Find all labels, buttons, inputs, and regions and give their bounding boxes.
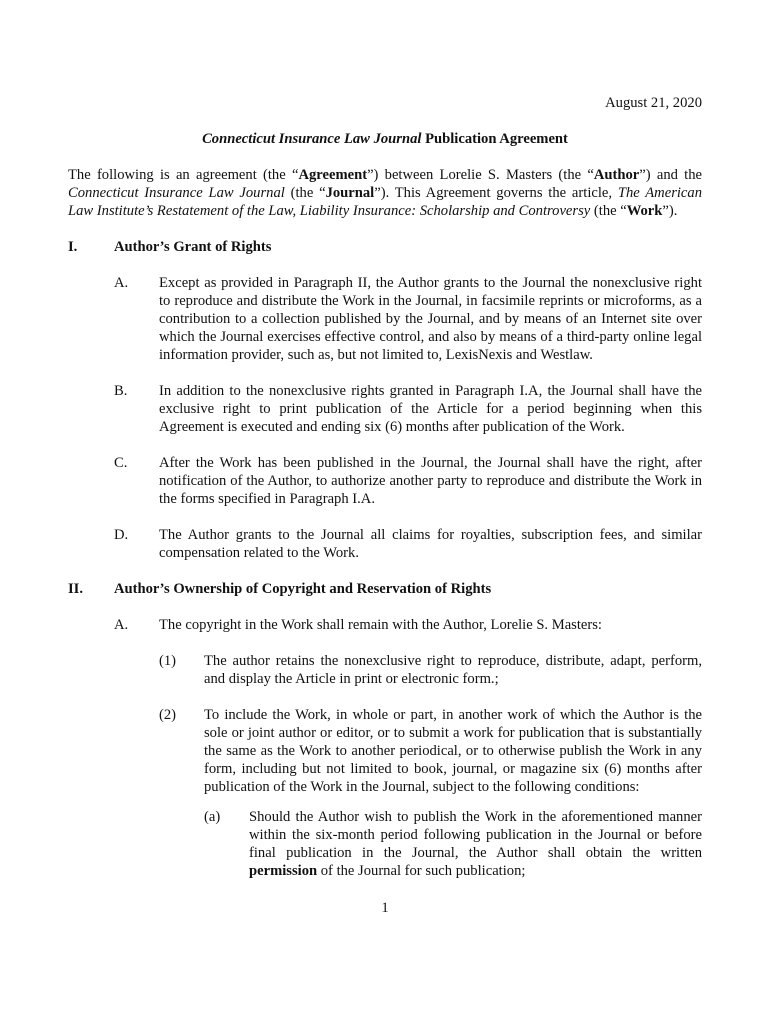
intro-text-2: ”) between Lorelie S. Masters (the “	[367, 167, 594, 183]
section-2-title: Author’s Ownership of Copyright and Reservation of Rights	[114, 581, 492, 597]
intro-text-6: (the “	[590, 203, 627, 219]
intro-text-7: ”).	[662, 203, 678, 219]
subsub-permission-term: permission	[249, 863, 318, 879]
item-label: C.	[114, 455, 128, 471]
intro-work-term: Work	[626, 203, 663, 219]
section-2-subsub-a	[204, 808, 702, 880]
section-1-item-d	[114, 526, 702, 562]
section-2-item-a	[114, 616, 702, 634]
sub-text: The author retains the nonexclusive right to reproduce, distribute, adapt, perform, and display the Article in print or electronic form.;	[204, 653, 702, 687]
intro-text-5: ”). This Agreement governs the article,	[374, 185, 618, 201]
page-number: 1	[381, 900, 389, 916]
section-2-sub-2	[159, 706, 702, 796]
section-1-heading	[68, 238, 271, 256]
subsub-text-after: of the Journal for such publication;	[317, 863, 526, 879]
intro-paragraph	[68, 166, 702, 220]
subsub-label: (a)	[204, 809, 221, 825]
item-text: The copyright in the Work shall remain with the Author, Lorelie S. Masters:	[159, 617, 602, 633]
item-label: B.	[114, 383, 128, 399]
sub-label: (2)	[159, 707, 177, 723]
intro-author-term: Author	[593, 167, 640, 183]
intro-text-3: ”) and the	[639, 167, 703, 183]
section-2-sub-1	[159, 652, 702, 688]
item-text: The Author grants to the Journal all claims for royalties, subscription fees, and similar compensation related to the Work.	[159, 527, 702, 561]
subsub-text	[249, 808, 702, 880]
item-label: A.	[114, 275, 129, 291]
intro-journal-name: Connecticut Insurance Law Journal	[68, 185, 285, 201]
document-title	[0, 130, 770, 148]
intro-journal-term: Journal	[325, 185, 375, 201]
section-1-number: I.	[68, 239, 78, 255]
intro-text-1: The following is an agreement (the “	[68, 167, 299, 183]
item-text: After the Work has been published in the Journal, the Journal shall have the right, after notification of the Author, to authorize another party to reproduce and distribute the Work in the forms specified in Paragraph I.A.	[159, 455, 702, 507]
sub-text: To include the Work, in whole or part, in another work of which the Author is the sole or joint author or editor, or to submit a work for publication that is substantially the same as the Work to another periodical, or to otherwise publish the Work in any form, including but not limited to book, journal, or magazine six (6) months after publication of the Work in the Journal, subject to the following conditions:	[204, 707, 702, 795]
item-label: D.	[114, 527, 129, 543]
item-text: In addition to the nonexclusive rights granted in Paragraph I.A, the Journal shall have the exclusive right to print publication of the Article for a period beginning when this Agreement is executed and ending six (6) months after publication of the Work.	[159, 383, 702, 435]
title-suffix: Publication Agreement	[425, 131, 568, 147]
section-1-item-c	[114, 454, 702, 508]
section-2-number: II.	[68, 581, 84, 597]
agreement-date: August 21, 2020	[605, 95, 702, 111]
item-label: A.	[114, 617, 129, 633]
section-2-heading	[68, 580, 491, 598]
sub-label: (1)	[159, 653, 177, 669]
intro-text-4: (the “	[284, 185, 326, 201]
subsub-text-before: Should the Author wish to publish the Work in the aforementioned manner within the six-month period following publication in the Journal or before final publication in the Journal, the Author shall obtain the written	[249, 809, 702, 861]
section-1-item-a	[114, 274, 702, 364]
title-journal-name: Connecticut Insurance Law Journal	[202, 131, 422, 147]
section-1-item-b	[114, 382, 702, 436]
section-1-title: Author’s Grant of Rights	[114, 239, 272, 255]
intro-article-title: The American Law Institute’s Restatement of the Law, Liability Insurance: Scholarship and Controversy	[68, 185, 703, 219]
intro-agreement-term: Agreement	[298, 167, 368, 183]
item-text: Except as provided in Paragraph II, the Author grants to the Journal the nonexclusive right to reproduce and distribute the Work in the Journal, in facsimile reprints or microforms, as a contribution to a collection published by the Journal, and by means of an Internet site over which the Journal exercises effective control, and also by means of a third-party online legal information provider, such as, but not limited to, LexisNexis and Westlaw.	[159, 275, 702, 363]
